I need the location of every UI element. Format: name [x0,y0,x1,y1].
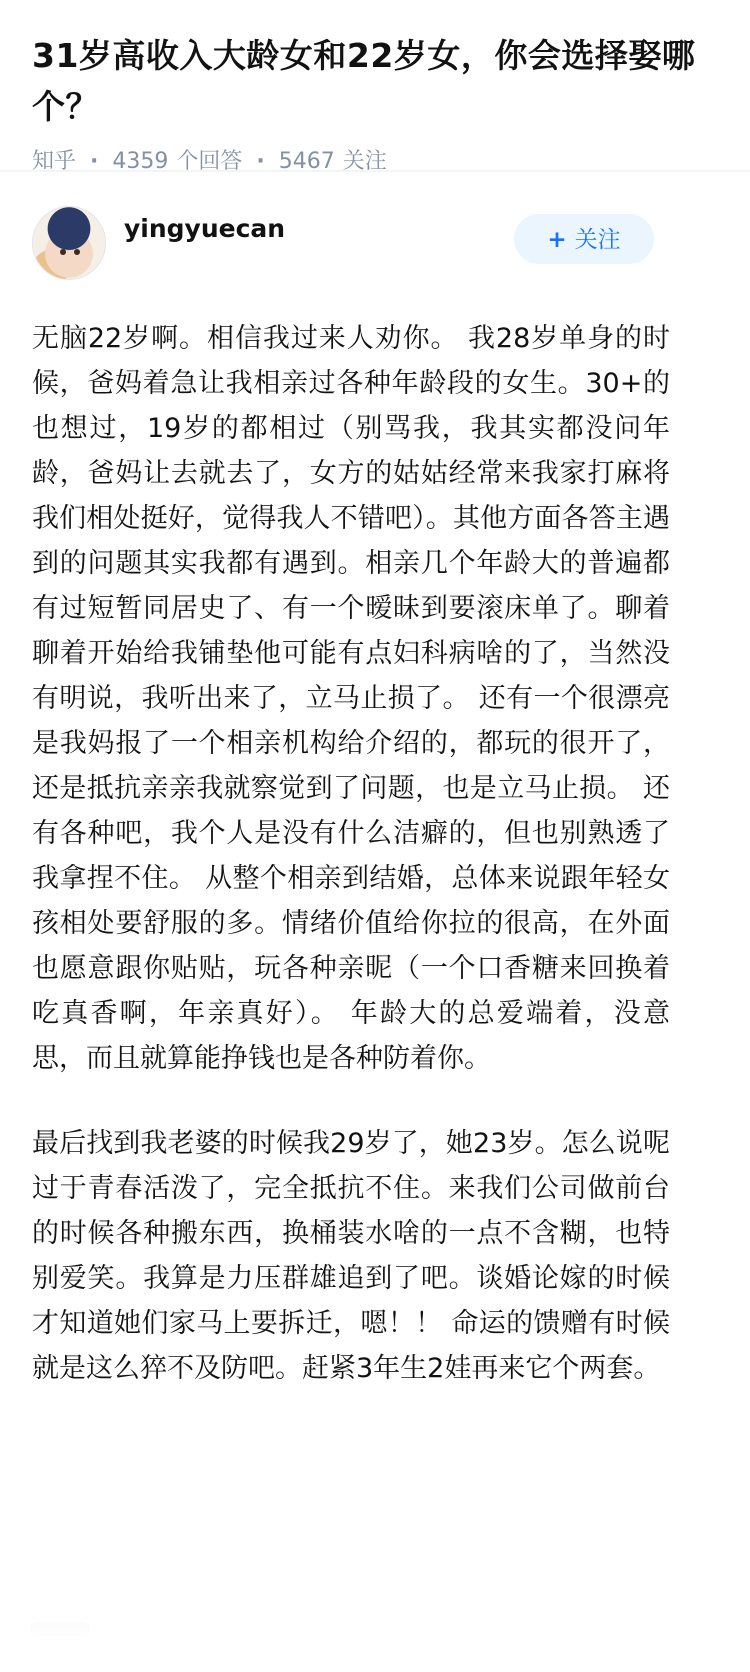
follows-label: 关注 [342,149,387,174]
answers-count: 4359 [112,149,169,174]
question-meta [32,142,718,182]
author-row [0,198,750,322]
question-title[interactable]: 31岁高收入大龄女和22岁女，你会选择娶哪个？ [32,36,696,126]
bottom-fade [0,1582,750,1672]
plus-icon: + [547,227,567,253]
answer-paragraph: 无脑22岁啊。相信我过来人劝你。 我28岁单身的时候，爸妈着急让我相亲过各种年龄段的女生。30+的也想过，19岁的都相过（别骂我，我其实都没问年龄，爸妈让去就去了，女方的姑姑经常来我家打麻将我们相处挺好，觉得我人不错吧）。其他方面各答主遇到的问题其实我都有遇到。相亲几个年龄大的普遍都有过短暂同居史了、有一个暧昧到要滚床单了。聊着聊着开始给我铺垫他可能有点妇科病啥的了，当然没有明说，我听出来了，立马止损了。 还有一个很漂亮是我妈报了一个相亲机构给介绍的，都玩的很开了，还是抵抗亲亲我就察觉到了问题，也是立马止损。 还有各种吧，我个人是没有什么洁癖的，但也别熟透了我拿捏不住。 从整个相亲到结婚，总体来说跟年轻女孩相处要舒服的多。情绪价值给你拉的很高，在外面也愿意跟你贴贴，玩各种亲昵（一个口香糖来回换着吃真香啊，年亲真好）。 年龄大的总爱端着，没意思，而且就算能挣钱也是各种防着你。 [32,323,670,1074]
author-name[interactable]: yingyuecan [124,214,286,243]
source-label: 知乎 [32,149,77,174]
avatar-eye-icon [74,249,80,255]
author-avatar[interactable] [32,206,106,280]
follow-button-label: 关注 [574,227,621,253]
follow-button[interactable] [514,214,654,264]
separator-dot: · [90,149,99,174]
answer-content [0,316,750,1391]
question-header [0,0,750,174]
answers-label[interactable]: 个回答 [176,149,243,174]
answer-paragraph: 最后找到我老婆的时候我29岁了，她23岁。怎么说呢过于青春活泼了，完全抵抗不住。来我们公司做前台的时候各种搬东西，换桶装水啥的一点不含糊，也特别爱笑。我算是力压群雄追到了吧。谈婚论嫁的时候才知道她们家马上要拆迁，嗯！！ 命运的馈赠有时候就是这么猝不及防吧。赶紧3年生2娃再来它个两套。 [32,1128,670,1384]
follows-count: 5467 [278,149,335,174]
avatar-eye-icon [60,249,66,255]
separator-dot: · [256,149,265,174]
